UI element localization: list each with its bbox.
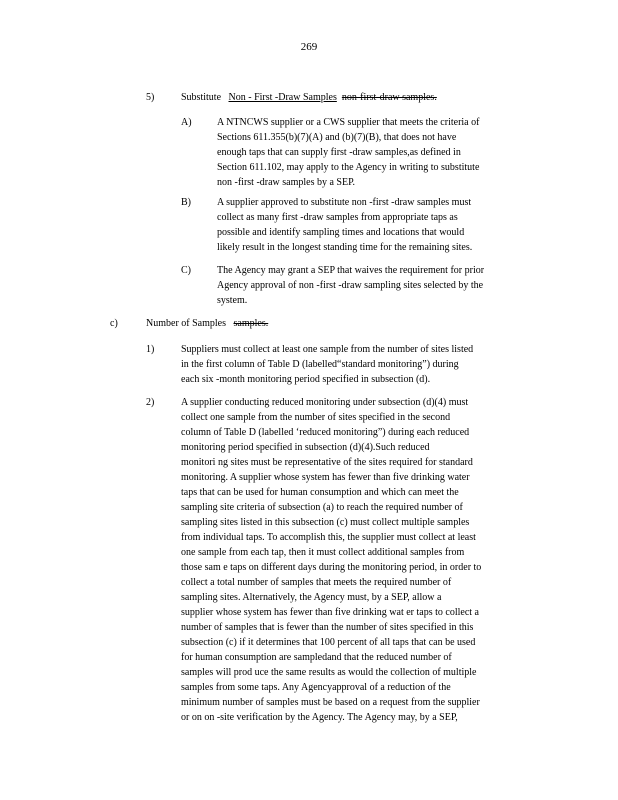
subitem-b-line: possible and identify sampling times and locations that would	[217, 227, 465, 238]
item-2-line: monitoring. A supplier whose system has fewer than five drinking water	[181, 472, 470, 483]
subitem-c-text	[217, 263, 547, 308]
item-2-line: minimum number of samples must be based on a request from the supplier	[181, 697, 480, 708]
item-2-line: collect a total number of samples that meets the required number of	[181, 577, 452, 588]
subitem-a-line: A NTNCWS supplier or a CWS supplier that meets the criteria of	[217, 117, 480, 128]
item-2-number: 2)	[146, 397, 155, 408]
item-1-line: Suppliers must collect at least one sample from the number of sites listed	[181, 344, 474, 355]
item-2-line: column of Table D (labelled ‘reduced monitoring”) during each reduced	[181, 427, 470, 438]
section-c-title-deleted: samples.	[233, 318, 269, 329]
subitem-b-line: collect as many first -draw samples from appropriate taps as	[217, 212, 458, 223]
item-2-line: samples will prod uce the same results as would the collection of multiple	[181, 667, 477, 678]
item-2-line: or on on -site verification by the Agency. The Agency may, by a SEP,	[181, 712, 458, 723]
subitem-a-line: Sections 611.355(b)(7)(A) and (b)(7)(B), that does not have	[217, 132, 457, 143]
item-1-line: in the first column of Table D (labelled“standard monitoring”) during	[181, 359, 459, 370]
subitem-a-line: Section 611.102, may apply to the Agency in writing to substitute	[217, 162, 480, 173]
item-1-text	[181, 342, 541, 387]
item-2-line: monitori ng sites must be representative of the sites required for standard	[181, 457, 473, 468]
subitem-b-line: A supplier approved to substitute non -first -draw samples must	[217, 197, 472, 208]
item-1-number: 1)	[146, 344, 155, 355]
item-2-line: those sam e taps on different days during the monitoring period, in order to	[181, 562, 482, 573]
item-2-line: from individual taps. To accomplish this, the supplier must collect at least	[181, 532, 476, 543]
item-2-line: supplier whose system has fewer than five drinking wat er taps to collect a	[181, 607, 479, 618]
section-c-title-text: Number of Samples	[146, 318, 226, 329]
section-c-label: c)	[110, 318, 118, 329]
item-2-line: taps that can be used for human consumption and which can meet the	[181, 487, 459, 498]
subitem-c-label: C)	[181, 265, 191, 276]
subitem-c-line: The Agency may grant a SEP that waives the requirement for prior	[217, 265, 485, 276]
item-5-title-prefix: Substitute	[181, 92, 222, 103]
item-2-line: one sample from each tap, then it must collect additional samples from	[181, 547, 465, 558]
subitem-b-line: likely result in the longest standing time for the remaining sites.	[217, 242, 473, 253]
subitem-c-line: Agency approval of non -first -draw sampling sites selected by the	[217, 280, 484, 291]
item-2-line: monitoring period specified in subsection (d)(4).Such reduced	[181, 442, 430, 453]
item-5-title-deleted: non-first-draw samples.	[341, 92, 437, 103]
subitem-a-line: non -first -draw samples by a SEP.	[217, 177, 356, 188]
item-2-line: sampling sites listed in this subsection (c) must collect multiple samples	[181, 517, 470, 528]
item-2-text	[181, 395, 546, 725]
item-2-line: sampling sites. Alternatively, the Agency must, by a SEP, allow a	[181, 592, 442, 603]
item-2-line: A supplier conducting reduced monitoring under subsection (d)(4) must	[181, 397, 469, 408]
item-1-line: each six -month monitoring period specified in subsection (d).	[181, 374, 431, 385]
item-2-line: collect one sample from the number of sites specified in the second	[181, 412, 451, 423]
item-5-number: 5)	[146, 92, 155, 103]
page-number: 269	[300, 41, 318, 53]
section-c-title	[146, 316, 268, 331]
subitem-a-line: enough taps that can supply first -draw samples,as defined in	[217, 147, 461, 158]
subitem-a-label: A)	[181, 117, 192, 128]
item-2-line: for human consumption are sampledand that the reduced number of	[181, 652, 452, 663]
item-5-title	[181, 90, 437, 105]
item-2-line: number of samples that is fewer than the number of sites specified in this	[181, 622, 474, 633]
subitem-b-text	[217, 195, 547, 255]
item-5-title-inserted: Non - First -Draw Samples	[228, 92, 337, 103]
item-2-line: sampling site criteria of subsection (a) to reach the required number of	[181, 502, 463, 513]
subitem-c-line: system.	[217, 295, 248, 306]
item-2-line: subsection (c) if it determines that 100 percent of all taps that can be used	[181, 637, 476, 648]
subitem-a-text	[217, 115, 547, 190]
subitem-b-label: B)	[181, 197, 191, 208]
item-2-line: samples from some taps. Any Agencyapproval of a reduction of the	[181, 682, 451, 693]
